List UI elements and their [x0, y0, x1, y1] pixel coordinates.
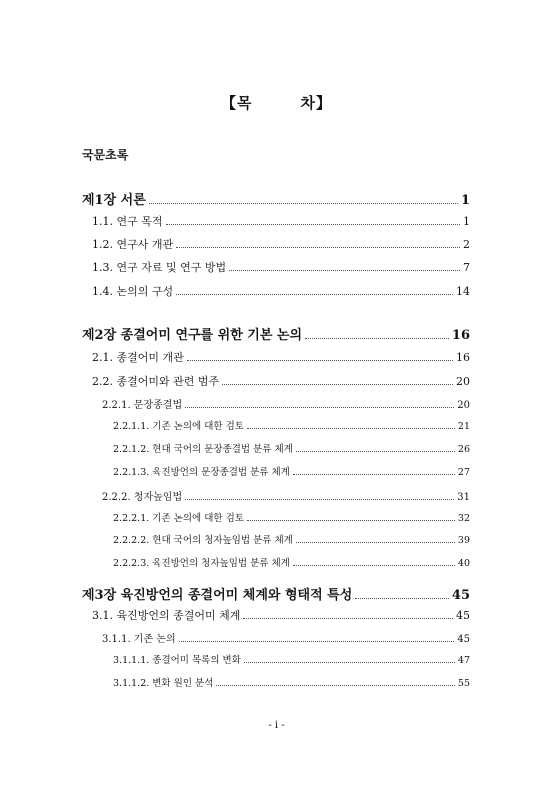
toc-title [0, 92, 553, 113]
dot-leader [216, 685, 455, 686]
toc-title-left: 【목 [221, 94, 253, 112]
toc-entry-title: 제2장 종결어미 연구를 위한 기본 논의 [82, 328, 303, 343]
toc-entry-page: 1 [460, 193, 470, 208]
toc-entry-page: 32 [457, 513, 470, 524]
toc-entry-page: 45 [456, 609, 470, 622]
toc-entry-page: 16 [456, 351, 470, 364]
toc-title-right: 차】 [300, 94, 332, 112]
toc-entry [92, 373, 470, 389]
toc-entry-title: 3.1.1.2. 변화 원인 분석 [113, 678, 214, 689]
dot-leader [296, 451, 455, 452]
toc-entry-title: 3.1. 육진방언의 종결어미 체계 [92, 609, 241, 622]
dot-leader [293, 565, 455, 566]
toc-entry-title: 2.2.2.2. 현대 국어의 청자높임법 분류 체계 [113, 535, 293, 546]
toc-entry-title: 2.2.1.2. 현대 국어의 문장종결법 분류 체계 [113, 444, 293, 455]
toc-entry-title: 1.4. 논의의 구성 [92, 285, 174, 298]
toc-entry-page: 14 [456, 285, 470, 298]
toc-entry-title: 2.2.2. 청자높임법 [102, 492, 183, 503]
toc-entry-title: 1.2. 연구사 개관 [92, 238, 174, 251]
dot-leader [179, 641, 455, 642]
toc-entry-page: 7 [463, 261, 470, 274]
dot-leader [243, 618, 453, 619]
toc-entry [102, 488, 470, 503]
toc-chapter-entry [82, 324, 470, 343]
toc-entry [92, 259, 470, 275]
toc-entry [113, 510, 470, 524]
toc-entry [113, 555, 470, 569]
toc-entry-page: 1 [463, 215, 470, 228]
toc-entry [92, 607, 470, 623]
toc-entry-page: 21 [457, 421, 470, 432]
toc-entry-page: 16 [451, 328, 470, 343]
toc-entry-page: 39 [457, 535, 470, 546]
toc-entry-page: 45 [457, 634, 470, 645]
toc-entry-page: 40 [457, 558, 470, 569]
toc-entry [113, 532, 470, 546]
dot-leader [296, 542, 455, 543]
toc-entry-page: 27 [457, 467, 470, 478]
toc-entry-title: 2.1. 종결어미 개관 [92, 351, 184, 364]
toc-entry-title: 1.1. 연구 목적 [92, 215, 163, 228]
toc-entry-title: 2.2.2.3. 육진방언의 청자높임법 분류 체계 [113, 558, 290, 569]
toc-entry-page: 55 [457, 678, 470, 689]
toc-chapter-entry [82, 584, 470, 603]
toc-entry [92, 213, 470, 229]
toc-entry-title: 2.2. 종결어미와 관련 범주 [92, 375, 220, 388]
toc-entry-page: 31 [457, 492, 470, 503]
toc-entry [113, 418, 470, 432]
toc-entry-title: 제1장 서론 [82, 193, 146, 208]
toc-entry-title: 3.1.1.1. 종결어미 목록의 변화 [113, 655, 241, 666]
toc-chapter-entry [82, 189, 470, 208]
dot-leader [244, 662, 455, 663]
dot-leader [185, 499, 454, 500]
toc-entry [113, 652, 470, 666]
dot-leader [187, 360, 453, 361]
dot-leader [176, 247, 460, 248]
toc-entry-title: 1.3. 연구 자료 및 연구 방법 [92, 261, 227, 274]
dot-leader [176, 294, 453, 295]
toc-entry [102, 396, 470, 411]
dot-leader [222, 384, 453, 385]
toc-entry [113, 464, 470, 478]
toc-entry-title: 2.2.2.1. 기존 논의에 대한 검토 [113, 513, 244, 524]
toc-entry-page: 45 [451, 588, 470, 603]
toc-entry-page: 26 [457, 444, 470, 455]
toc-entry-page: 20 [457, 400, 470, 411]
toc-entry [113, 441, 470, 455]
toc-entry-page: 47 [457, 655, 470, 666]
toc-entry [102, 630, 470, 645]
toc-entry-title: 2.2.1.3. 육진방언의 문장종결법 분류 체계 [113, 467, 290, 478]
toc-entry-title: 3.1.1. 기존 논의 [102, 634, 176, 645]
toc-entry-title: 제3장 육진방언의 종결어미 체계와 형태적 특성 [82, 588, 353, 603]
dot-leader [355, 598, 449, 599]
toc-entry-title: 2.2.1. 문장종결법 [102, 400, 183, 411]
dot-leader [305, 338, 449, 339]
dot-leader [229, 270, 460, 271]
dot-leader [247, 428, 455, 429]
toc-entry [92, 349, 470, 365]
toc-entry [92, 283, 470, 299]
dot-leader [166, 224, 461, 225]
dot-leader [293, 474, 455, 475]
toc-entry [92, 236, 470, 252]
dot-leader [149, 203, 458, 204]
dot-leader [247, 520, 455, 521]
toc-entry-title: 2.2.1.1. 기존 논의에 대한 검토 [113, 421, 244, 432]
toc-entry-page: 2 [463, 238, 470, 251]
toc-entry [113, 675, 470, 689]
abstract-heading: 국문초록 [82, 148, 129, 162]
dot-leader [185, 407, 454, 408]
toc-entry-page: 20 [456, 375, 470, 388]
page-number: - i - [268, 720, 285, 731]
